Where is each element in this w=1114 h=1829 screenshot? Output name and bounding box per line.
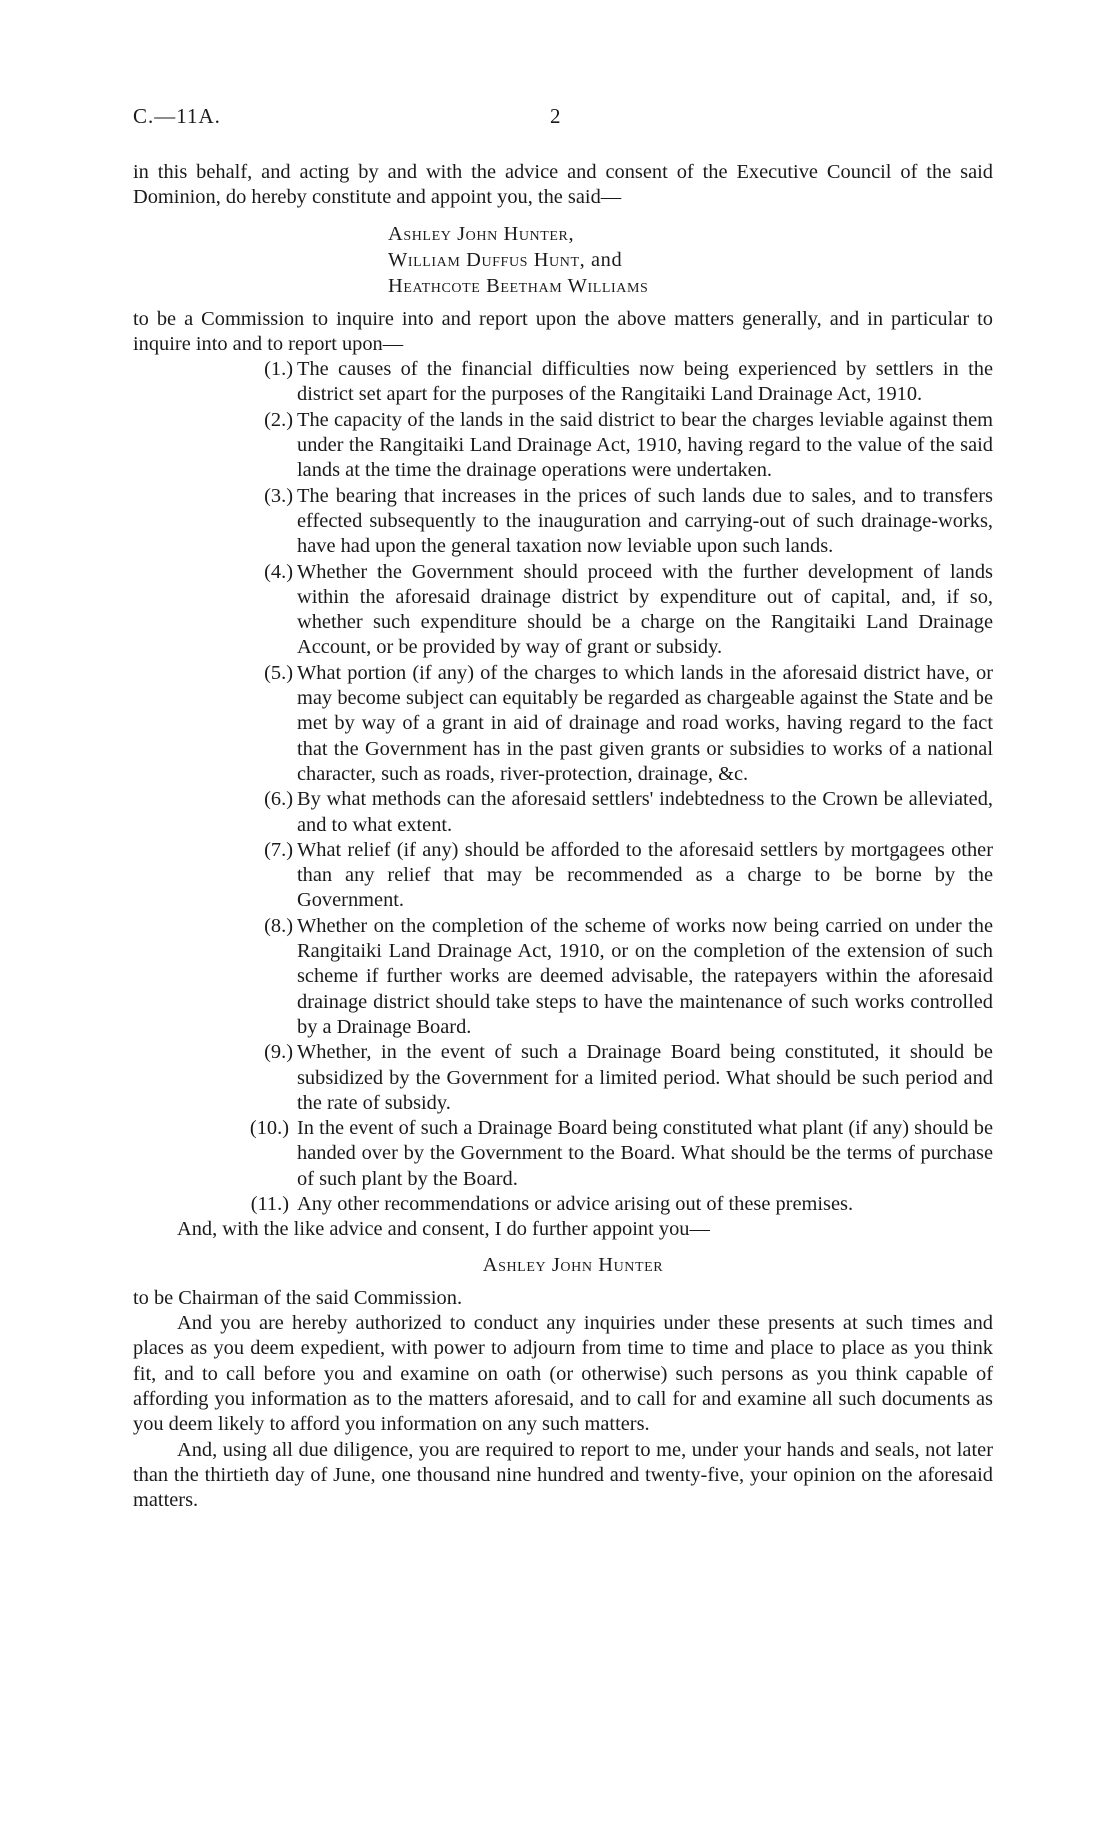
and-word: and — [591, 248, 623, 271]
inquiry-item — [133, 661, 993, 787]
document-body — [133, 160, 993, 1514]
appointee-name: Heathcote Beetham Williams — [388, 274, 649, 297]
appointee-name: Ashley John Hunter, — [388, 222, 575, 245]
inquiry-items-list — [133, 357, 993, 1217]
inquiry-item — [133, 484, 993, 560]
item-number: (7.) — [264, 838, 293, 861]
item-text: Whether on the completion of the scheme of works now being carried on under the Rangitaiki Land Drainage Act, 1910, or on the completion of the extension of such scheme if further works are deemed advisable, the ratepayers within the aforesaid drainage district should take steps to have the maintenance of such works controlled by a Drainage Board. — [297, 914, 993, 1038]
item-text: Whether, in the event of such a Drainage Board being constituted, it should be subsidized by the Government for a limited period. What should be such period and the rate of subsidy. — [297, 1041, 993, 1114]
appointee-name-with-and — [388, 247, 993, 273]
item-number: (1.) — [264, 358, 293, 381]
page-number: 2 — [550, 104, 561, 128]
chairman-role: to be Chairman of the said Commission. — [133, 1286, 463, 1309]
item-text: By what methods can the aforesaid settlers' indebtedness to the Crown be alleviated, and to what extent. — [297, 788, 993, 836]
item-text: In the event of such a Drainage Board being constituted what plant (if any) should be handed over by the Government to the Board. What should be the terms of purchase of such plant by the Board. — [297, 1117, 993, 1190]
item-number: (11.) — [250, 1192, 289, 1215]
item-text: What relief (if any) should be afforded to the aforesaid settlers by mortgagees other than any relief that may be recommended as a charge to be borne by the Government. — [297, 838, 993, 912]
item-text: What portion (if any) of the charges to which lands in the aforesaid district have, or may become subject can equitably be regarded as chargeable against the State and be met by way of a grant in aid of drainage and road works, having regard to the fact that the Government has in the past given grants or subsidies to works of a national character, such as roads, river-protection, drainage, &c. — [297, 661, 993, 785]
further-appointment-paragraph: And, with the like advice and consent, I do further appoint you— — [177, 1218, 710, 1241]
item-text: Any other recommendations or advice arising out of these premises. — [297, 1192, 854, 1215]
inquiry-item — [133, 838, 993, 914]
authorization-paragraph: And you are hereby authorized to conduct any inquiries under these presents at such times and places as you deem expedient, with power to adjourn from time to time and place to place as you think fit, and to call before you and examine on oath (or otherwise) such persons as you think capable of affording you information as to the matters aforesaid, and to call for and examine all such documents as you deem likely to afford you information on any such matters. — [133, 1312, 993, 1436]
document-reference: C.—11A. — [133, 104, 221, 128]
inquiry-item — [133, 1116, 993, 1192]
inquiry-item — [133, 914, 993, 1040]
item-number: (5.) — [264, 661, 293, 684]
item-number: (10.) — [249, 1117, 289, 1140]
item-text: The capacity of the lands in the said district to bear the charges leviable against them under the Rangitaiki Land Drainage Act, 1910, having regard to the value of the said lands at the time the drainage operations were undertaken. — [297, 408, 993, 482]
report-requirement-paragraph: And, using all due diligence, you are required to report to me, under your hands and seals, not later than the thirtieth day of June, one thousand nine hundred and twenty-five, your opinion on the aforesaid matters. — [133, 1438, 993, 1512]
item-number: (3.) — [264, 484, 293, 507]
item-number: (4.) — [264, 560, 293, 583]
inquiry-item — [133, 1040, 993, 1116]
inquiry-item — [133, 787, 993, 838]
item-number: (6.) — [264, 788, 293, 811]
item-number: (2.) — [264, 408, 293, 431]
inquiry-item — [133, 408, 993, 484]
appointee-name: William Duffus Hunt, — [388, 248, 586, 271]
item-text: Whether the Government should proceed with the further development of lands within the aforesaid drainage district by expenditure out of capital, and, if so, whether such expenditure should be a charge on the Rangitaiki Land Drainage Account, or be provided by way of grant or subsidy. — [297, 560, 993, 659]
inquiry-item — [133, 1192, 993, 1217]
purpose-paragraph: to be a Commission to inquire into and report upon the above matters generally, and in particular to inquire into and to report upon— — [133, 307, 993, 355]
item-text: The causes of the financial difficulties now being experienced by settlers in the district set apart for the purposes of the Rangitaiki Land Drainage Act, 1910. — [297, 358, 993, 406]
item-text: The bearing that increases in the prices of such lands due to sales, and to transfers effected subsequently to the inauguration and carrying-out of such drainage-works, have had upon the general taxation now leviable upon such lands. — [297, 484, 993, 558]
item-number: (9.) — [264, 1041, 293, 1064]
inquiry-item — [133, 560, 993, 661]
inquiry-item — [133, 357, 993, 408]
appointee-list — [133, 221, 993, 299]
intro-paragraph: in this behalf, and acting by and with the advice and consent of the Executive Council of the said Dominion, do hereby constitute and appoint you, the said— — [133, 161, 993, 209]
item-number: (8.) — [264, 914, 293, 937]
chairman-name: Ashley John Hunter — [482, 1253, 664, 1276]
